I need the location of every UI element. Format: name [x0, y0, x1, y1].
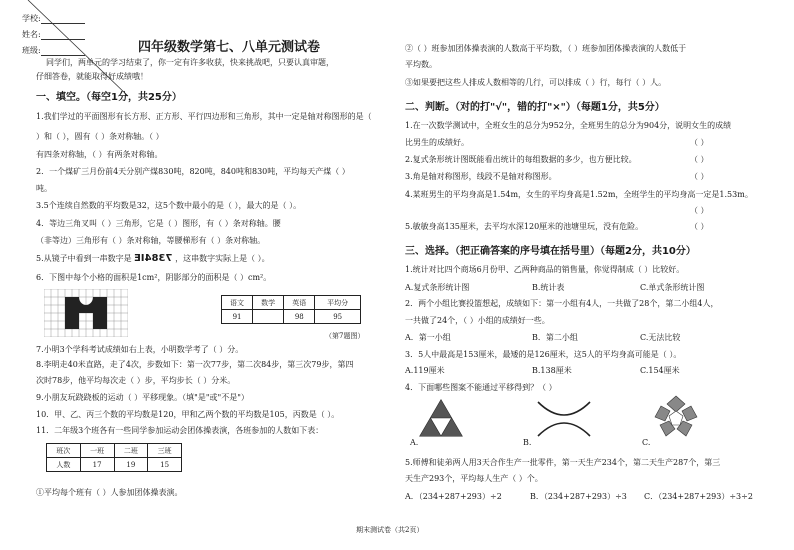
score-header-english: 英语: [284, 296, 315, 310]
q6-grid-figure: [44, 289, 128, 337]
j2-answer-paren[interactable]: （ ）: [690, 155, 709, 164]
c4-option-a[interactable]: A.: [410, 438, 419, 447]
class-count-2: 19: [114, 458, 148, 472]
class-table: [46, 443, 182, 472]
q11-answer-3: ③如果要把这些人排成人数相等的几行，可以排成（ ）行，每行（ ）人。: [405, 78, 667, 87]
q4-line-1: 4．等边三角叉叫（ ）三角形，它是（ ）图形，有（ ）条对称轴。腰: [36, 219, 281, 228]
c2-line-2: 一共做了24个，（ ）小组的成绩好一些。: [405, 316, 550, 325]
c4-option-c[interactable]: C.: [642, 438, 651, 447]
intro-line-1: 同学们，两单元的学习结束了，你一定有许多收获，快来挑战吧，只要认真审题，: [46, 58, 334, 67]
section-2-title: 二、判断。（对的打"√"，错的打"×"）（每题1分，共5分）: [405, 102, 665, 113]
j2-text: 2.复式条形统计图既能看出统计的每组数据的多少，也方便比较。: [405, 155, 637, 164]
c2-option-c[interactable]: C.无法比较: [640, 333, 681, 342]
section-1-title: 一、填空。（每空1分，共25分）: [36, 92, 182, 103]
q2-line-2: 吨。: [36, 184, 52, 193]
c2-option-b[interactable]: B．第二小组: [532, 333, 578, 342]
c3-text: 3．5人中最高是153厘米，最矮的是126厘米，这5人的平均身高可能是（ ）。: [405, 350, 682, 359]
q7-text: 7.小明3个学科考试成绩如右上表，小明数学考了（ ）分。: [36, 345, 244, 354]
q8-line-1: 8.李明走40米直路，走了4次，步数如下：第一次77步，第二次84步，第三次79步，第四: [36, 360, 354, 369]
c3-option-c[interactable]: C.154厘米: [640, 366, 680, 375]
q1-line-2: ）和（ ），圆有（ ）条对称轴。（ ）: [36, 132, 164, 141]
j5-answer-paren[interactable]: （ ）: [690, 222, 709, 231]
c3-option-a[interactable]: A.119厘米: [405, 366, 445, 375]
class-header-1: 一班: [80, 444, 114, 458]
score-header-chinese: 语文: [222, 296, 253, 310]
q3-text: 3.5个连续自然数的平均数是32，这5个数中最小的是（ ），最大的是（ ）。: [36, 201, 302, 210]
c5-line-2: 天生产293个，平均每人生产（ ）个。: [405, 474, 543, 483]
c4-triangle-figure: [418, 398, 464, 438]
j4-text: 4.某班男生的平均身高是1.54m，女生的平均身高是1.52m，全班学生的平均身高一定是1.53m。: [405, 190, 753, 199]
c1-option-c[interactable]: C.单式条形统计图: [640, 283, 705, 292]
score-math: [253, 310, 284, 324]
class-header-3: 三班: [148, 444, 182, 458]
score-header-math: 数学: [253, 296, 284, 310]
score-average: 95: [315, 310, 361, 324]
class-header-2: 二班: [114, 444, 148, 458]
q9-text: 9.小朋友玩跷跷板的运动（ ）平移现象。（填"是"或"不是"）: [36, 393, 249, 402]
c5-option-b[interactable]: B．（234+287+293）÷3: [530, 492, 627, 501]
q11-answer-1: ①平均每个班有（ ）人参加团体操表演。: [36, 488, 183, 497]
mirror-digits: 7384IE: [134, 253, 173, 264]
school-label: 学校:: [22, 14, 41, 23]
page-footer: 期末测试卷（共2页）: [356, 526, 424, 534]
c1-option-a[interactable]: A.复式条形统计图: [405, 283, 470, 292]
class-count-3: 15: [148, 458, 182, 472]
c3-option-b[interactable]: B.138厘米: [532, 366, 572, 375]
c2-line-1: 2．两个小组比赛投篮想起，成绩如下：第一小组有4人，一共做了28个，第二小组4人，: [405, 299, 719, 308]
c5-option-a[interactable]: A．（234+287+293）÷2: [405, 492, 502, 501]
score-chinese: 91: [222, 310, 253, 324]
j5-text: 5.敏敏身高135厘米，去平均水深120厘米的池塘里玩，没有危险。: [405, 222, 644, 231]
class-row-label: 人数: [47, 458, 81, 472]
j1-line-1: 1.在一次数学测试中，全班女生的总分为952分，全班男生的总分为904分，说明女生的成绩: [405, 121, 732, 130]
c4-text: 4．下面哪些图案不能通过平移得到？（ ）: [405, 383, 557, 392]
score-table: [221, 295, 361, 324]
binding-diagonal-line: [0, 0, 150, 100]
c1-option-b[interactable]: B.统计表: [532, 283, 565, 292]
class-header-label: 班次: [47, 444, 81, 458]
q11-answer-2-line-1: ②（ ）班参加团体操表演的人数高于平均数，（ ）班参加团体操表演的人数低于: [405, 44, 687, 53]
q5-text: 5.从镜子中看到一串数字是 7384IE ，这串数字实际上是（ ）。: [36, 253, 270, 264]
score-table-caption: （第7题图）: [325, 332, 365, 340]
q10-text: 10．甲、乙、丙三个数的平均数是120，甲和乙两个数的平均数是105，丙数是（ ）。: [36, 410, 340, 419]
c5-line-1: 5.师傅和徒弟两人用3天合作生产一批零件，第一天生产234个，第二天生产287个，第三: [405, 458, 721, 467]
c4-arcs-figure: [534, 398, 594, 438]
section-3-title: 三、选择。（把正确答案的序号填在括号里）（每题2分，共10分）: [405, 246, 696, 257]
c1-text: 1.统计对比四个商场6月份甲、乙两种商品的销售量，你觉得制成（ ）比较好。: [405, 265, 685, 274]
q1-line-3: 有四条对称轴，（ ）有两条对称轴。: [36, 150, 163, 159]
q4-line-2: （非等边）三角形有（ ）条对称轴，等腰梯形有（ ）条对称轴。: [36, 236, 266, 245]
j1-answer-paren[interactable]: （ ）: [690, 138, 709, 147]
score-header-average: 平均分: [315, 296, 361, 310]
q1-line-1: 1.我们学过的平面图形有长方形、正方形、平行四边形和三角形，其中一定是轴对称图形的是（: [36, 112, 372, 121]
j3-text: 3.角是轴对称图形，线段不是轴对称图形。: [405, 172, 557, 181]
q8-line-2: 次时78步，他平均每次走（ ）步，平均步长（ ）分米。: [36, 376, 236, 385]
page-title: 四年级数学第七、八单元测试卷: [138, 40, 321, 55]
j4-answer-paren[interactable]: （ ）: [690, 206, 709, 215]
name-label: 姓名:: [22, 30, 41, 39]
intro-line-2: 仔细答卷，就能取得好成绩哦！: [36, 72, 148, 81]
c4-option-b[interactable]: B.: [523, 438, 532, 447]
j3-answer-paren[interactable]: （ ）: [690, 172, 709, 181]
c4-pentagon-figure: [652, 394, 700, 440]
class-count-1: 17: [80, 458, 114, 472]
q11-text: 11．二年级3个班各有一些同学参加运动会团体操表演，各班参加的人数如下表：: [36, 426, 324, 435]
class-label: 班级:: [22, 46, 41, 55]
q11-answer-2-line-2: 平均数。: [405, 60, 437, 69]
j1-line-2: 比男生的成绩好。: [405, 138, 469, 147]
c5-option-c[interactable]: C．（234+287+293）÷3÷2: [644, 492, 753, 501]
c2-option-a[interactable]: A．第一小组: [405, 333, 451, 342]
q6-text: 6．下图中每个小格的面积是1cm²，阴影部分的面积是（ ）cm²。: [36, 273, 272, 282]
score-english: 98: [284, 310, 315, 324]
q2-line-1: 2．一个煤矿三月份前4天分别产煤830吨，820吨，840吨和830吨，平均每天产煤（ ）: [36, 167, 350, 176]
